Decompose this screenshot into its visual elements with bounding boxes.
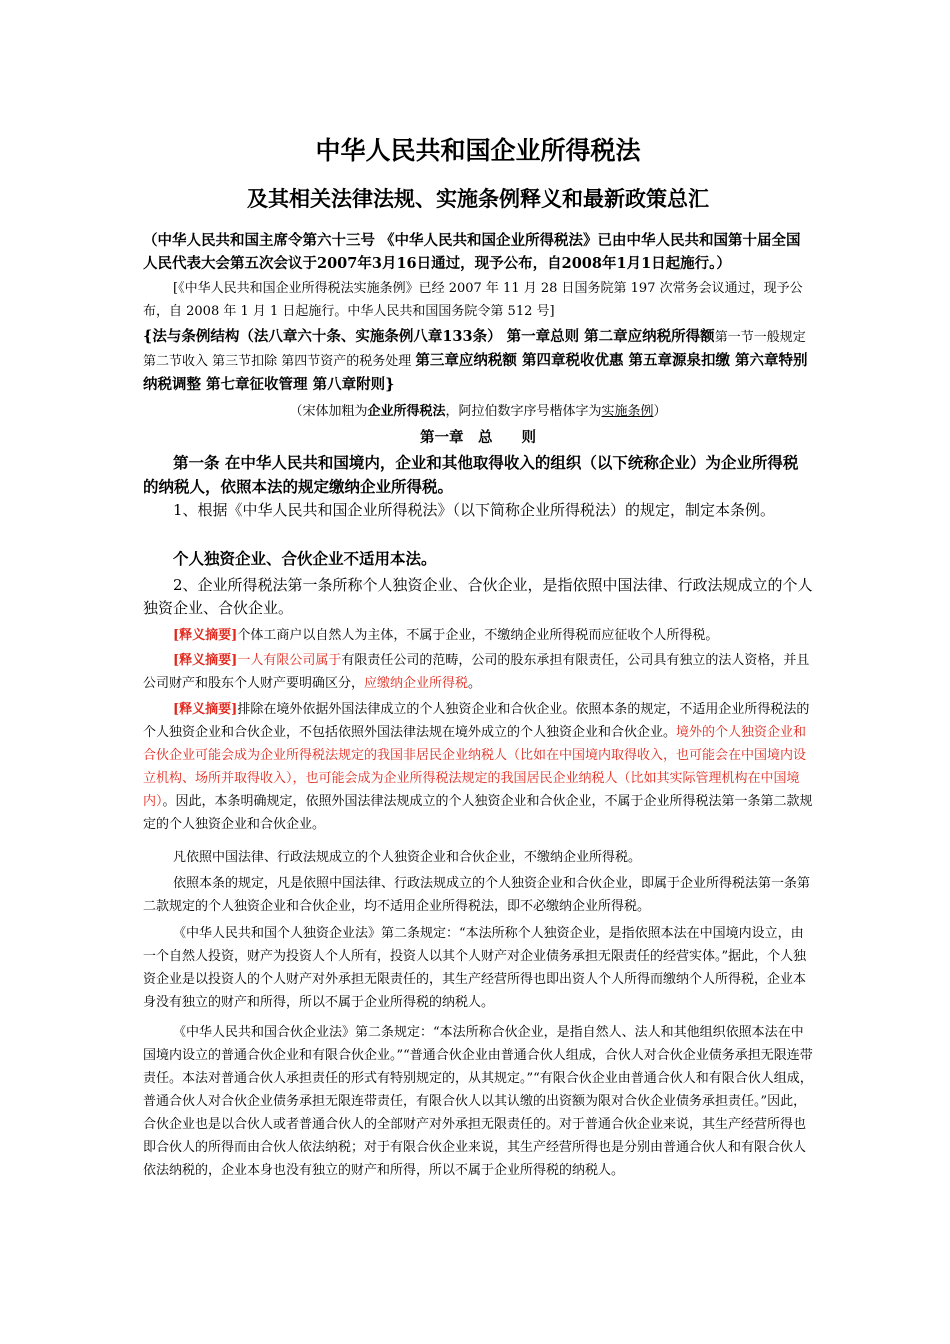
annotation-2-red-1: 一人有限公司属于 — [237, 653, 342, 668]
paragraph-4: 凡依照中国法律、行政法规成立的个人独资企业和合伙企业，不缴纳企业所得税。 — [173, 850, 642, 865]
structure-paragraph — [143, 325, 813, 397]
paragraph-5: 依照本条的规定，凡是依照中国法律、行政法规成立的个人独资企业和合伙企业，即属于企业所得税法第一条第二款规定的个人独资企业和合伙企业，均不适用企业所得税法，即不必缴纳企业所得税。 — [143, 876, 811, 914]
annotation-1-text: 个体工商户以自然人为主体，不属于企业，不缴纳企业所得税而应征收个人所得税。 — [237, 628, 719, 643]
regulation-2: 2、企业所得税法第一条所称个人独资企业、合伙企业，是指依照中国法律、行政法规成立的个人独资企业、合伙企业。 — [143, 576, 813, 617]
intro-paragraph: （中华人民共和国主席令第六十三号 《中华人民共和国企业所得税法》已由中华人民共和国第十届全国人民代表大会第五次会议于2007年3月16日通过，现予公布，自2008年1月1日起施行。） — [143, 232, 801, 272]
annotation-3-text-a: 排除在境外依据外国法律成立的个人独资企业和合伙企业。依照本条的规定，不适用企业所得税法的个人独资企业和合伙企业，不包括依照外国法律法规在境外成立的个人独资企业和合伙企业。 — [143, 702, 810, 740]
chapter-heading: 第一章 总 则 — [420, 429, 536, 446]
annotation-3-text-b: 。因此，本条明确规定，依照外国法律法规成立的个人独资企业和合伙企业，不属于企业所得税法第一条第二款规定的个人独资企业和合伙企业。 — [143, 794, 813, 832]
annotation-2-text: 有限责任公司的范畴，公司的股东承担有限责任，公司具有独立的法人资格，并且公司财产和股东个人财产要明确区分， — [143, 653, 810, 691]
paragraph-7: 《中华人民共和国合伙企业法》第二条规定：“本法所称合伙企业，是指自然人、法人和其他组织依照本法在中国境内设立的普通合伙企业和有限合伙企业。”“普通合伙企业由普通合伙人组成，合伙人对合伙企业债务承担无限连带责任。本法对普通合伙人承担责任的形式有特别规定的，从其规定。”“有限合伙企业由普通合伙人和有限合伙人组成，普通合伙人对合伙企业债务承担无限连带责任，有限合伙人以其认缴的出资额为限对合伙企业债务承担责任。”因此，合伙企业也是以合伙人或者普通合伙人的全部财产对外承担无限责任的。对于普通合伙企业来说，其生产经营所得也即合伙人的所得而由合伙人依法纳税；对于有限合伙企业来说，其生产经营所得也是分别由普通合伙人和有限合伙人依法纳税的，企业本身也没有独立的财产和所得，所以不属于企业所得税的纳税人。 — [143, 1025, 813, 1178]
annotation-tag: [释义摘要] — [173, 702, 238, 717]
legend-bold: 企业所得税法 — [367, 404, 446, 419]
article-1: 第一条 在中华人民共和国境内，企业和其他取得收入的组织（以下统称企业）为企业所得税的纳税人，依照本法的规定缴纳企业所得税。 — [143, 453, 799, 496]
annotation-2-end: 。 — [468, 676, 482, 691]
annotation-3 — [143, 698, 813, 836]
legend-mid: ，阿拉伯数字序号楷体字为 — [445, 404, 602, 419]
legend-line — [143, 400, 813, 423]
structure-normal-1: 第一节一般规定 第二节收入 第三节扣除 第四节资产的税务处理 — [143, 330, 806, 369]
structure-bold-2: 第三章应纳税额 第四章税收优惠 第五章源泉扣缴 第六章特别纳税调整 第七章征收管理 第八章附则} — [143, 352, 808, 393]
article-1-para-2: 个人独资企业、合伙企业不适用本法。 — [173, 549, 437, 568]
legend-underline: 实施条例 — [601, 404, 654, 419]
annotation-1 — [143, 624, 813, 647]
annotation-2 — [143, 649, 813, 695]
paragraph-6: 《中华人民共和国个人独资企业法》第二条规定：“本法所称个人独资企业，是指依照本法在中国境内设立，由一个自然人投资，财产为投资人个人所有，投资人以其个人财产对企业债务承担无限责任的经营实体。”据此，个人独资企业是以投资人的个人财产对外承担无限责任的，其生产经营所得也即出资人个人所得而缴纳个人所得税，企业本身没有独立的财产和所得，所以不属于企业所得税的纳税人。 — [143, 926, 807, 1010]
annotation-tag: [释义摘要] — [173, 628, 238, 643]
regulation-1: 1、根据《中华人民共和国企业所得税法》（以下简称企业所得税法）的规定，制定本条例。 — [173, 501, 776, 519]
document-subtitle: 及其相关法律法规、实施条例释义和最新政策总汇 — [247, 186, 709, 211]
annotation-tag: [释义摘要] — [173, 653, 238, 668]
legend-prefix: （宋体加粗为 — [289, 404, 368, 419]
regulation-note: [《中华人民共和国企业所得税法实施条例》已经 2007 年 11 月 28 日国务院第 197 次常务会议通过，现予公布，自 2008 年 1 月 1 日起施行。中华人民共和国国务院令第 512 号] — [143, 281, 803, 319]
structure-bold-1: {法与条例结构（法八章六十条、实施条例八章133条） 第一章总则 第二章应纳税所得额 — [143, 328, 715, 345]
document-title: 中华人民共和国企业所得税法 — [315, 136, 641, 165]
annotation-3-red: 境外的个人独资企业和合伙企业可能会成为企业所得税法规定的我国非居民企业纳税人（比如在中国境内取得收入，也可能会在中国境内设立机构、场所并取得收入），也可能会成为企业所得税法规定的我国居民企业纳税人（比如其实际管理机构在中国境内） — [143, 725, 807, 809]
annotation-2-red-2: 应缴纳企业所得税 — [364, 676, 469, 691]
legend-suffix: ） — [653, 404, 667, 419]
